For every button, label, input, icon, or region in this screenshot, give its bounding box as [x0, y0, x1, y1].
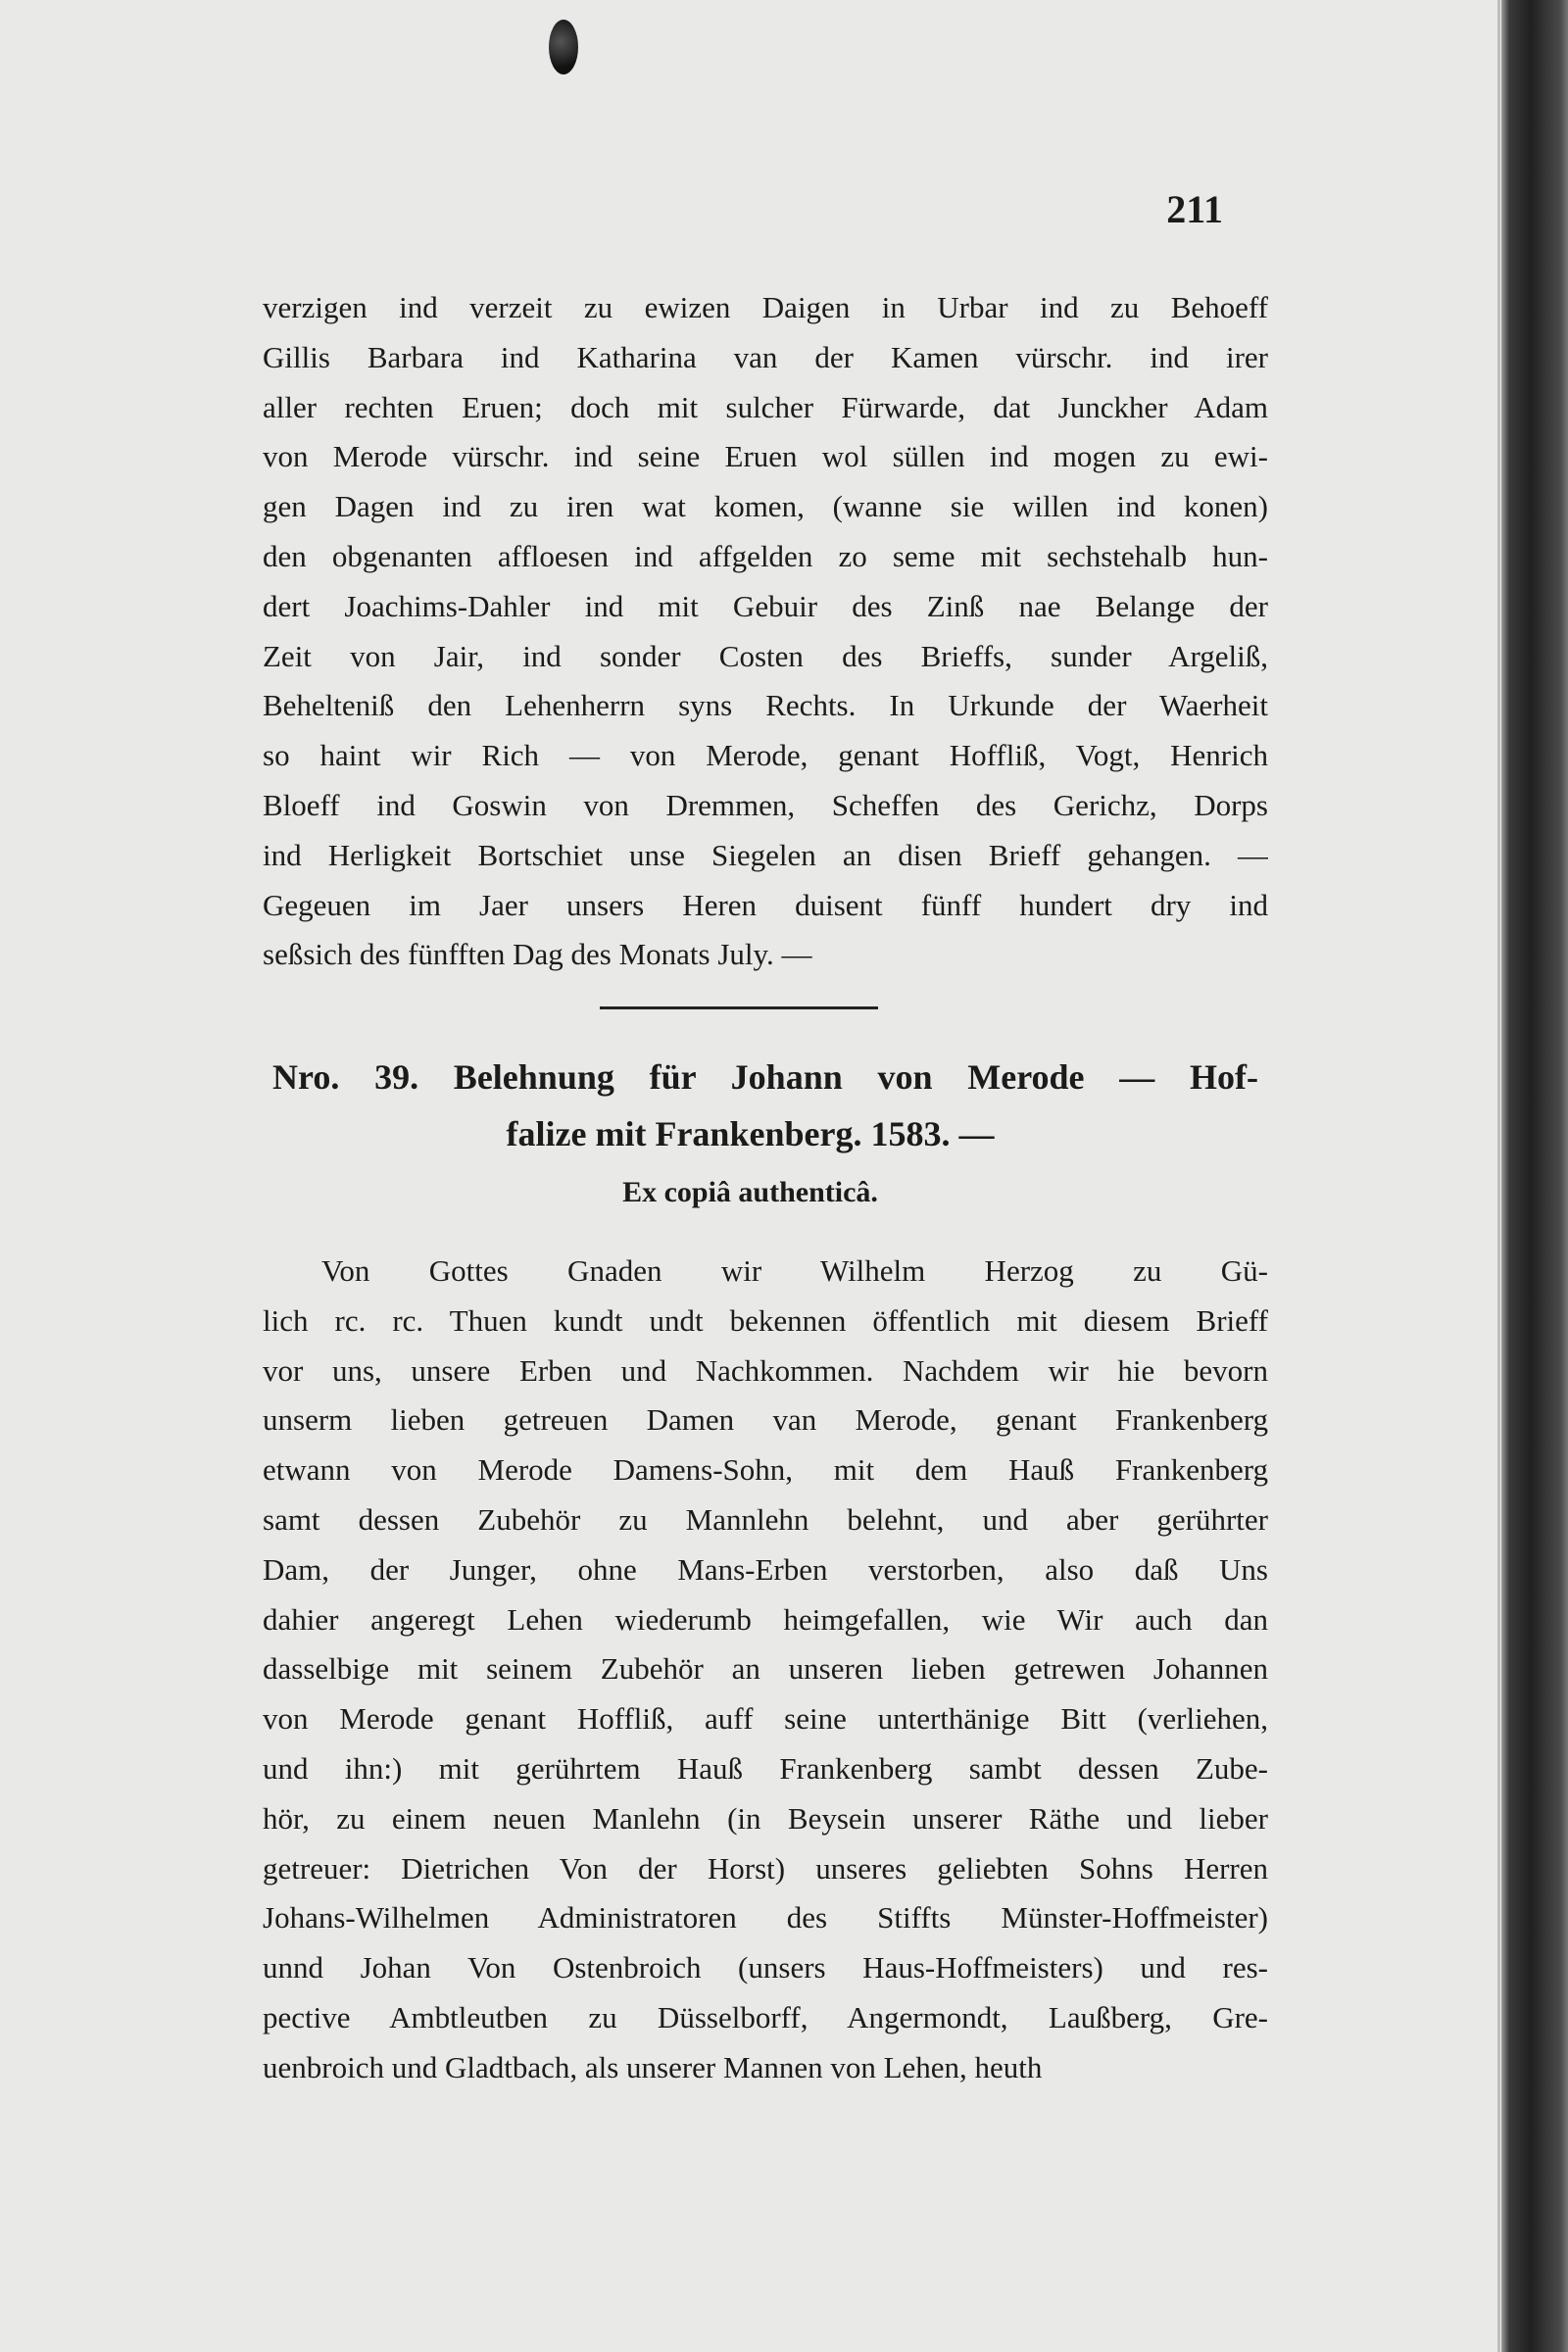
section-divider [600, 1006, 878, 1009]
paragraph-1 [263, 283, 1268, 980]
text-line: und ihn:) mit gerührtem Hauß Frankenberg sambt dessen Zube- [263, 1750, 1268, 1786]
section-subheading: Ex copiâ authenticâ. [622, 1176, 878, 1208]
page-number: 211 [1166, 187, 1223, 231]
text-line: uenbroich und Gladtbach, als unserer Mannen von Lehen, heuth [263, 2049, 1043, 2084]
text-line: gen Dagen ind zu iren wat komen, (wanne sie willen ind konen) [263, 489, 1268, 524]
text-line: unserm lieben getreuen Damen van Merode, genant Frankenberg [263, 1402, 1268, 1438]
text-line: etwann von Merode Damens-Sohn, mit dem Hauß Frankenberg [263, 1452, 1268, 1488]
text-line: samt dessen Zubehör zu Mannlehn belehnt, und aber gerührter [263, 1501, 1268, 1537]
text-line: Bloeff ind Goswin von Dremmen, Scheffen des Gerichz, Dorps [263, 787, 1268, 822]
text-line: pective Ambtleutben zu Düsselborff, Angermondt, Laußberg, Gre- [263, 1999, 1268, 2034]
text-line: lich rc. rc. Thuen kundt undt bekennen öffentlich mit diesem Brieff [263, 1302, 1268, 1338]
text-line: seßsich des fünfften Dag des Monats July. — [263, 937, 812, 972]
text-line: Gegeuen im Jaer unsers Heren duisent fünff hundert dry ind [263, 887, 1268, 922]
text-line: dert Joachims-Dahler ind mit Gebuir des Zinß nae Belange der [263, 588, 1268, 623]
scan-page-edge [1501, 0, 1568, 2352]
text-line: dasselbige mit seinem Zubehör an unseren lieben getrewen Johannen [263, 1651, 1268, 1687]
text-line: Behelteniß den Lehenherrn syns Rechts. In Urkunde der Waerheit [263, 688, 1268, 723]
text-line: Zeit von Jair, ind sonder Costen des Brieffs, sunder Argeliß, [263, 638, 1268, 673]
text-line: Gillis Barbara ind Katharina van der Kamen vürschr. ind irer [263, 339, 1268, 374]
text-line: unnd Johan Von Ostenbroich (unsers Haus-Hoffmeisters) und res- [263, 1950, 1268, 1985]
text-line: vor uns, unsere Erben und Nachkommen. Nachdem wir hie bevorn [263, 1352, 1268, 1388]
text-line: hör, zu einem neuen Manlehn (in Beysein unserer Räthe und lieber [263, 1800, 1268, 1836]
text-line: Johans-Wilhelmen Administratoren des Stiffts Münster-Hoffmeister) [263, 1900, 1268, 1936]
text-line: Von Gottes Gnaden wir Wilhelm Herzog zu Gü- [321, 1253, 1268, 1288]
text-line: von Merode vürschr. ind seine Eruen wol süllen ind mogen zu ewi- [263, 439, 1268, 474]
text-line: Dam, der Junger, ohne Mans-Erben verstorben, also daß Uns [263, 1551, 1268, 1587]
punch-hole [549, 20, 578, 74]
text-line: so haint wir Rich — von Merode, genant Hoffliß, Vogt, Henrich [263, 738, 1268, 773]
text-line: den obgenanten affloesen ind affgelden zo seme mit sechstehalb hun- [263, 538, 1268, 573]
section-heading-line-1: Nro. 39. Belehnung für Johann von Merode — Hof- [272, 1057, 1258, 1097]
text-line: verzigen ind verzeit zu ewizen Daigen in Urbar ind zu Behoeff [263, 290, 1268, 324]
text-line: ind Herligkeit Bortschiet unse Siegelen an disen Brieff gehangen. — [263, 837, 1268, 872]
section-heading-line-2: falize mit Frankenberg. 1583. — [506, 1114, 995, 1153]
text-line: aller rechten Eruen; doch mit sulcher Fürwarde, dat Junckher Adam [263, 389, 1268, 424]
text-line: von Merode genant Hoffliß, auff seine unterthänige Bitt (verliehen, [263, 1701, 1268, 1737]
text-line: getreuer: Dietrichen Von der Horst) unseres geliebten Sohns Herren [263, 1850, 1268, 1886]
paragraph-2 [263, 1247, 1268, 2093]
text-line: dahier angeregt Lehen wiederumb heimgefallen, wie Wir auch dan [263, 1601, 1268, 1637]
